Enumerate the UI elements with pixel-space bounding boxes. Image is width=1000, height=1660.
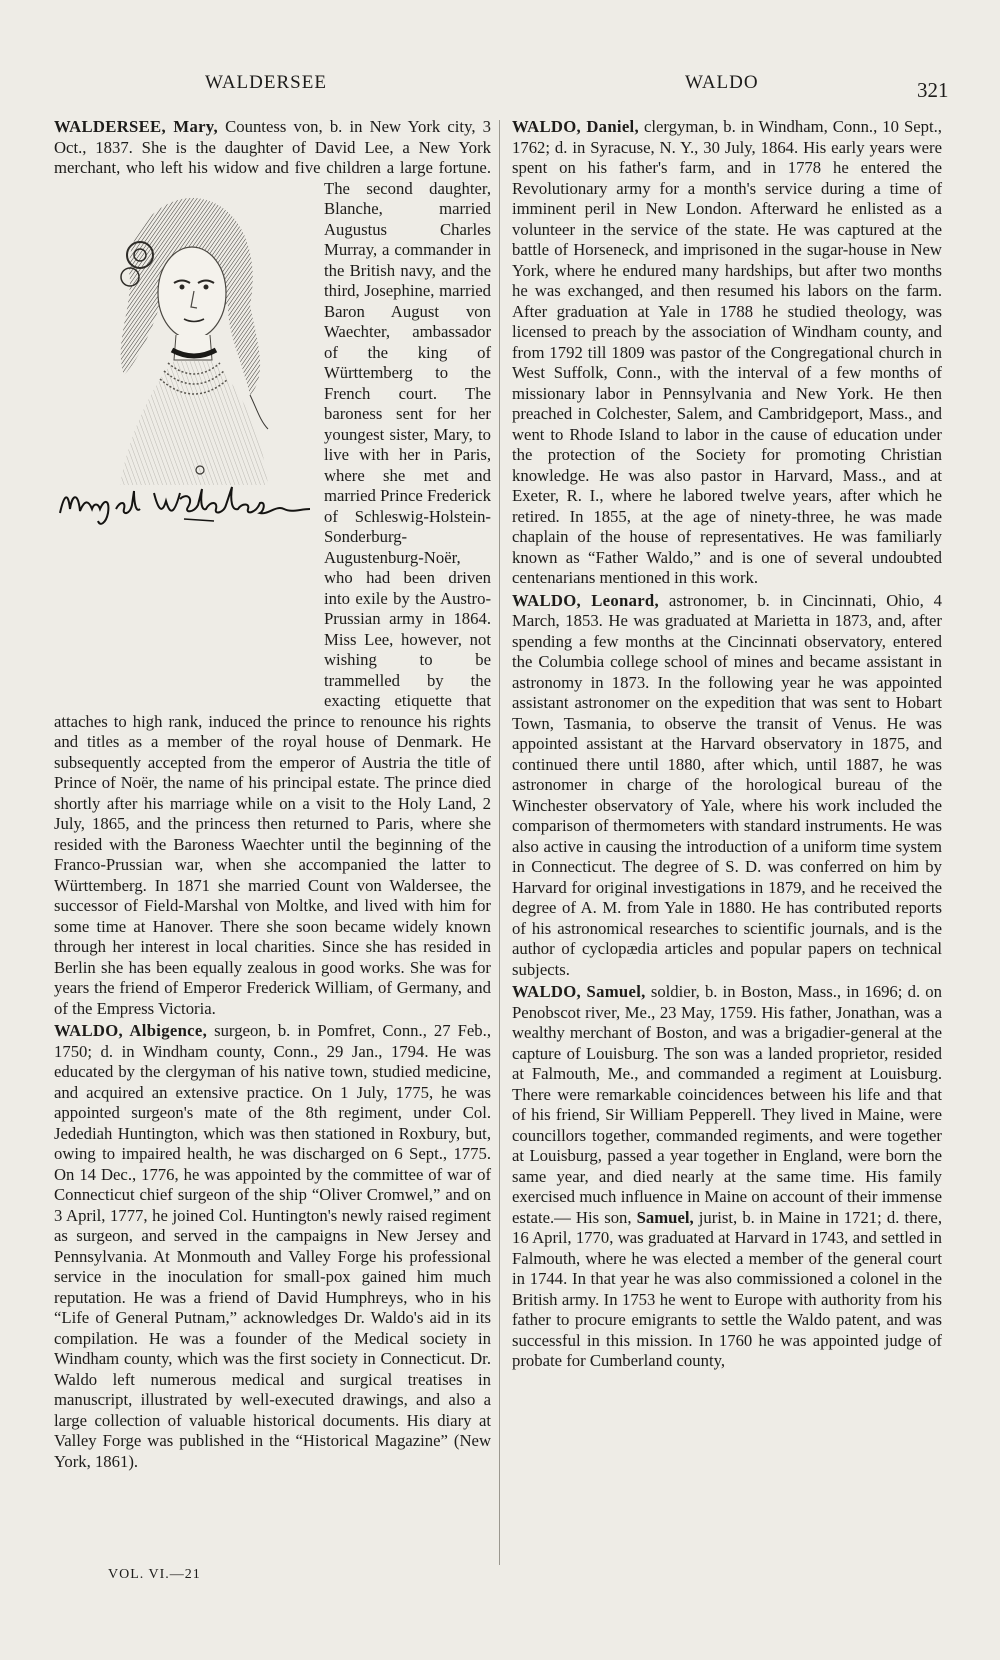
entry-daniel (512, 117, 942, 589)
left-running-head: WALDERSEE (205, 72, 327, 93)
column-divider (499, 120, 500, 1565)
entry-samuel (512, 982, 942, 1372)
entry-text-albigence: surgeon, b. in Pomfret, Conn., 27 Feb., 1750; d. in Windham county, Conn., 29 Jan., 1794. He was educated by the clergyman of his native town, studied medicine, and acquired an extensive practice. On 1 July, 1775, he was appointed surgeon's mate of the 8th regiment, under Col. Jedediah Huntington, which was then stationed in Roxbury, but, owing to impaired health, he was discharged on 6 Sept., 1775. On 14 Dec., 1776, he was appointed by the committee of war of Connecticut chief surgeon of the ship “Oliver Cromwel,” and on 3 April, 1777, he joined Col. Huntington's newly raised regiment as surgeon, and served in the campaigns in New Jersey and Pennsylvania. At Monmouth and Valley Forge his professional service in the inoculation for small-pox gained him much reputation. He was a friend of David Humphreys, who in his “Life of General Putnam,” acknowledges Dr. Waldo's aid in its compilation. He was a founder of the Medical society in Windham county, which was the first society in Connecticut. Dr. Waldo left numerous medical and surgical treatises in manuscript, illustrated by well-executed drawings, and also a large collection of valuable historical documents. His diary at Valley Forge was published in the “Historical Magazine” (New York, 1861). (54, 1021, 491, 1471)
entry-waldersee (54, 117, 491, 1019)
entry-text-leonard: astronomer, b. in Cincinnati, Ohio, 4 March, 1853. He was graduated at Marietta in 1873, and, after spending a few months at the Cincinnati observatory, entered the Columbia college school of mines and became assistant in astronomy in 1873. In the following year he was appointed assistant astronomer on the expedition that was sent to Hobart Town, Tasmania, to observe the transit of Venus. He was appointed assistant at the Harvard observatory in 1875, and continued there until 1880, after which, until 1887, he was astronomer in charge of the horological bureau of the Winchester observatory of Yale, where his work included the comparison of thermometers with standard instruments. He was also active in causing the introduction of a uniform time system in Connecticut. The degree of S. D. was conferred on him by Harvard for original investigations in 1879, and he received the degree of A. M. from Yale in 1880. He has contributed reports of his astronomical researches to scientific journals, and is the author of cyclopædia articles and popular papers on technical subjects. (512, 590, 942, 979)
entry-head-samuel: WALDO, Samuel, (512, 982, 646, 1001)
entry-head-waldersee: WALDERSEE, Mary, (54, 117, 218, 136)
entry-text-waldersee-rest: second daughter, Blanche, married Augustus Charles Murray, a commander in the British navy, and the third, Josephine, married Baron August von Waechter, ambassador of the king of Württemberg to the French court. The baroness sent for her youngest sister, Mary, to live with her in Paris, where she met and married Prince Frederick of Schleswig-Holstein-Sonderburg-Augustenburg-Noër, who had been driven into exile by the Austro-Prussian army in 1864. Miss Lee, however, not wishing to be trammelled by the exacting etiquette that attaches to high rank, induced the prince to renounce his rights and titles as a member of the royal house of Denmark. He subsequently accepted from the emperor of Austria the title of Prince of Noër, the name of his principal estate. The prince died shortly after his marriage while on a visit to the Holy Land, 2 July, 1865, and the princess then returned to Paris, where she resided with the Baroness Waechter until the beginning of the Franco-Prussian war, when she accompanied the latter to Württemberg. In 1871 she married Count von Waldersee, the successor of Field-Marshal von Moltke, and lived with him for some time at Hanover. There she soon became widely known through her interest in local charities. Since she has resided in Berlin she has been equally zealous in good works. She was for years the friend of Emperor Frederick William, of Germany, and of the Empress Victoria. (54, 178, 491, 1018)
running-header (0, 72, 1000, 102)
entry-head-daniel: WALDO, Daniel, (512, 117, 639, 136)
signature-mark: VOL. VI.—21 (108, 1567, 201, 1582)
right-column (512, 117, 942, 1372)
center-running-head: WALDO (685, 72, 759, 93)
entry-text-daniel: clergyman, b. in Windham, Conn., 10 Sept., 1762; d. in Syracuse, N. Y., 30 July, 1864. His early years were spent on his father's farm, and in 1778 he entered the Revolutionary army for a month's service during a time of imminent peril in New London. Afterward he enlisted as a volunteer in the service of the state. He was captured at the battle of Horseneck, and imprisoned in the sugar-house in New York, where he endured many hardships, but after two months he was exchanged, and then resumed his labors on the farm. After graduation at Yale in 1788 he studied theology, was licensed to preach by the association of Windham county, and from 1792 till 1809 was pastor of the Congregational church in West Suffolk, Conn., with the interval of a few months of missionary labor in Pennsylvania and New York. He then preached in Colchester, Salem, and Cambridgeport, Mass., and went to Rhode Island to labor in the cause of education under the protection of the Society for promoting Christian knowledge. He was also pastor in Harvard, Mass., and at Exeter, R. I., where he labored twelve years, after which he retired. In 1855, at the age of ninety-three, he was made chaplain of the house of representatives. He was familiarly known as “Father Waldo,” and is one of several undoubted centenarians mentioned in this work. (512, 117, 942, 587)
entry-head-leonard: WALDO, Leonard, (512, 590, 659, 610)
portrait-engraving (100, 185, 270, 485)
entry-text-samuel-b: jurist, b. in Maine in 1721; d. there, 16 April, 1770, was graduated at Harvard in 1743, and settled in Falmouth, where he was elected a member of the general court in 1744. In that year he was also commissioned a colonel in the British army. In 1753 he went to Europe with authority from his father to procure emigrants to settle the Waldo patent, and was successful in this mission. In 1760 he was appointed judge of probate for Cumberland county, (512, 1207, 942, 1370)
portrait-figure (54, 183, 316, 703)
entry-leonard (512, 591, 942, 981)
entry-albigence (54, 1021, 491, 1472)
entry-son-name: Samuel, (636, 1207, 694, 1227)
entry-head-albigence: WALDO, Albigence, (54, 1021, 208, 1040)
left-column (54, 117, 491, 1472)
page-number: 321 (917, 78, 949, 102)
entry-text-waldersee-lead: Countess von, b. in New York city, 3 Oct., 1837. She is the daughter of David Lee, a New York merchant, who left his widow and five children a large fortune. The (54, 117, 491, 198)
entry-text-samuel-a: soldier, b. in Boston, Mass., in 1696; d. on Penobscot river, Me., 23 May, 1759. His father, Jonathan, was a wealthy merchant of Boston, and was a brigadier-general at the capture of Louisburg. The son was a landed proprietor, resided at Falmouth, Me., and commanded a regiment at Louisburg. There were remarkable coincidences between his life and that of his friend, Sir William Pepperell. They lived in Maine, were councillors together, commanded regiments, and were together at Louisburg, passed a year together in England, were born the same year, and died nearly at the same time. His family exercised much influence in Maine on account of their immense estate.— His son, (512, 982, 942, 1227)
handwritten-signature (54, 479, 316, 531)
